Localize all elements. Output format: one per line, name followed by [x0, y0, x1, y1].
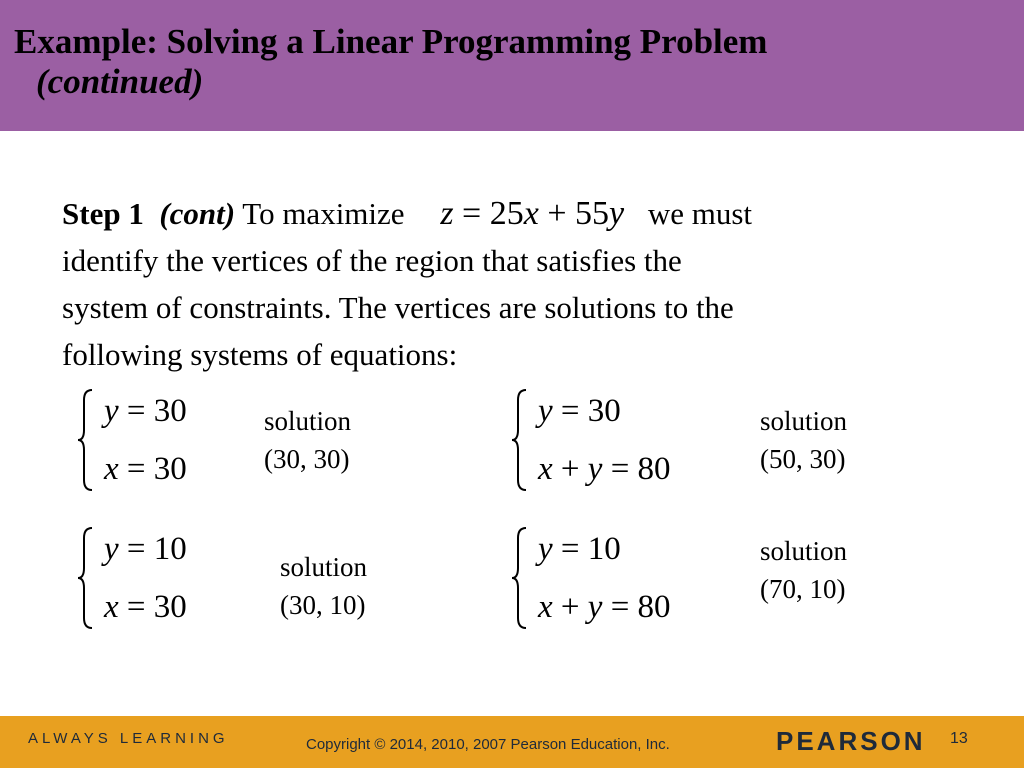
solution-2 [760, 402, 847, 478]
text-after: we must [647, 196, 753, 231]
system-3-eq-2: x = 30 [104, 589, 187, 625]
system-2-eq-2: x + y = 80 [538, 451, 671, 487]
system-1-eq-1: y = 30 [104, 393, 187, 429]
body-line-3: system of constraints. The vertices are solutions to the [62, 290, 734, 325]
page-number: 13 [950, 730, 968, 747]
solution-4-value: (70, 10) [760, 574, 846, 604]
body-line-4: following systems of equations: [62, 337, 458, 372]
system-1-eq-2: x = 30 [104, 451, 187, 487]
text-lead: To maximize [242, 196, 405, 231]
system-3-eq-1: y = 10 [104, 531, 187, 567]
system-2-eq-1: y = 30 [538, 393, 621, 429]
solution-3 [280, 548, 367, 624]
always-learning-tagline: ALWAYS LEARNING [28, 730, 229, 747]
solution-1-value: (30, 30) [264, 444, 350, 474]
brace-icon [510, 388, 530, 492]
solution-2-value: (50, 30) [760, 444, 846, 474]
title-subtitle: (continued) [36, 62, 204, 101]
solution-4 [760, 532, 847, 608]
objective-function: z = 25x + 55y [440, 195, 625, 232]
solution-3-value: (30, 10) [280, 590, 366, 620]
pearson-logo: PEARSON [776, 726, 926, 756]
slide-header [0, 0, 1024, 131]
copyright-notice: Copyright © 2014, 2010, 2007 Pearson Education, Inc. [306, 736, 670, 753]
title-main: Example: Solving a Linear Programming Problem [14, 22, 768, 61]
slide-title [14, 22, 767, 102]
brace-icon [510, 526, 530, 630]
solution-1-label: solution [264, 406, 352, 436]
cont-label: (cont) [159, 196, 236, 231]
solution-4-label: solution [760, 536, 848, 566]
slide-footer [0, 716, 1024, 768]
system-4-eq-1: y = 10 [538, 531, 621, 567]
brace-icon [76, 388, 96, 492]
body-line-1 [62, 190, 962, 237]
brace-icon [76, 526, 96, 630]
slide-body [62, 190, 962, 378]
solution-2-label: solution [760, 406, 848, 436]
body-line-2: identify the vertices of the region that satisfies the [62, 243, 682, 278]
system-4-eq-2: x + y = 80 [538, 589, 671, 625]
solution-1 [264, 402, 351, 478]
solution-3-label: solution [280, 552, 368, 582]
step-label: Step 1 [62, 196, 144, 231]
